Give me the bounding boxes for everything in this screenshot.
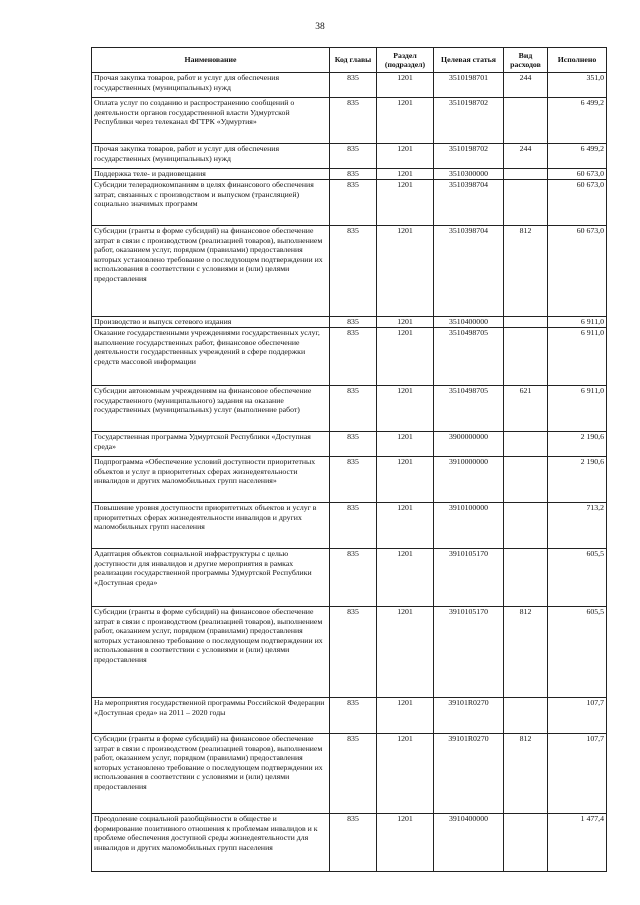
row-name: Преодоление социальной разобщённости в обществе и формирование позитивного отношения к проблемам инвалидов и к проблеме обеспечения доступной среды жизнедеятельности для инвалидов и других маломобильных групп населения — [92, 814, 330, 872]
row-name: Подпрограмма «Обеспечение условий доступности приоритетных объектов и услуг в приоритетных сферах жизнедеятельности инвалидов и других маломобильных групп населения» — [92, 457, 330, 503]
row-chapter: 835 — [330, 169, 377, 180]
row-executed: 605,5 — [548, 607, 607, 698]
row-name: Поддержка теле- и радиовещания — [92, 169, 330, 180]
row-target: 3900000000 — [434, 432, 504, 457]
table-row — [92, 432, 607, 457]
row-chapter: 835 — [330, 73, 377, 98]
row-target: 3910100000 — [434, 503, 504, 549]
row-target: 3510498705 — [434, 386, 504, 432]
table-row — [92, 734, 607, 814]
row-name: Субсидии автономным учреждениям на финансовое обеспечение государственного (муниципального) задания на оказание государственных (муниципальных) услуг (выполнение работ) — [92, 386, 330, 432]
row-chapter: 835 — [330, 503, 377, 549]
table-row — [92, 226, 607, 317]
row-name: Производство и выпуск сетевого издания — [92, 317, 330, 328]
row-target: 3510300000 — [434, 169, 504, 180]
table-header-row — [92, 48, 607, 73]
header-expense: Вид расходов — [504, 48, 548, 73]
row-executed: 6 499,2 — [548, 98, 607, 144]
row-name: Адаптация объектов социальной инфраструктуры с целью доступности для инвалидов и другие мероприятия в рамках реализации государственной программы Удмуртской Республики «Доступная среда» — [92, 549, 330, 607]
row-chapter: 835 — [330, 457, 377, 503]
row-chapter: 835 — [330, 814, 377, 872]
table-row — [92, 317, 607, 328]
row-section: 1201 — [377, 73, 434, 98]
row-section: 1201 — [377, 734, 434, 814]
table-body — [92, 73, 607, 872]
table-row — [92, 386, 607, 432]
row-executed: 351,0 — [548, 73, 607, 98]
row-expense — [504, 549, 548, 607]
row-name: Прочая закупка товаров, работ и услуг для обеспечения государственных (муниципальных) нужд — [92, 144, 330, 169]
row-target: 3510398704 — [434, 226, 504, 317]
row-chapter: 835 — [330, 607, 377, 698]
row-section: 1201 — [377, 432, 434, 457]
page-number: 38 — [315, 22, 325, 32]
row-expense — [504, 814, 548, 872]
row-target: 3510498705 — [434, 328, 504, 386]
row-name: Субсидии (гранты в форме субсидий) на финансовое обеспечение затрат в связи с производством (реализацией товаров), выполнением работ, оказанием услуг, порядком (правилами) предоставления которых установлено требование о последующем подтверждении их использования в соответствии с условиями и (или) целями предоставления — [92, 226, 330, 317]
row-expense: 621 — [504, 386, 548, 432]
header-name: Наименование — [92, 48, 330, 73]
row-executed: 6 911,0 — [548, 317, 607, 328]
table-row — [92, 457, 607, 503]
row-name: Субсидии (гранты в форме субсидий) на финансовое обеспечение затрат в связи с производством (реализацией товаров), выполнением работ, оказанием услуг, порядком (правилами) предоставления которых установлено требование о последующем подтверждении их использования в соответствии с условиями и (или) целями предоставления — [92, 607, 330, 698]
row-expense — [504, 317, 548, 328]
row-chapter: 835 — [330, 386, 377, 432]
table-row — [92, 503, 607, 549]
row-section: 1201 — [377, 144, 434, 169]
row-executed: 107,7 — [548, 698, 607, 734]
row-executed: 60 673,0 — [548, 180, 607, 226]
row-name: Повышение уровня доступности приоритетных объектов и услуг в приоритетных сферах жизнедеятельности инвалидов и других маломобильных групп населения — [92, 503, 330, 549]
row-target: 3510198701 — [434, 73, 504, 98]
row-section: 1201 — [377, 503, 434, 549]
row-chapter: 835 — [330, 328, 377, 386]
row-expense — [504, 503, 548, 549]
row-section: 1201 — [377, 549, 434, 607]
header-executed: Исполнено — [548, 48, 607, 73]
row-chapter: 835 — [330, 317, 377, 328]
row-name: Государственная программа Удмуртской Республики «Доступная среда» — [92, 432, 330, 457]
row-chapter: 835 — [330, 98, 377, 144]
row-target: 3510398704 — [434, 180, 504, 226]
row-executed: 2 190,6 — [548, 457, 607, 503]
row-section: 1201 — [377, 180, 434, 226]
row-executed: 713,2 — [548, 503, 607, 549]
table-row — [92, 98, 607, 144]
table-row — [92, 144, 607, 169]
row-target: 3910000000 — [434, 457, 504, 503]
row-expense — [504, 328, 548, 386]
row-section: 1201 — [377, 169, 434, 180]
table-row — [92, 698, 607, 734]
row-chapter: 835 — [330, 698, 377, 734]
row-section: 1201 — [377, 98, 434, 144]
row-expense — [504, 457, 548, 503]
table-row — [92, 328, 607, 386]
row-name: На мероприятия государственной программы Российской Федерации «Доступная среда» на 2011 – 2020 годы — [92, 698, 330, 734]
row-name: Субсидии (гранты в форме субсидий) на финансовое обеспечение затрат в связи с производством (реализацией товаров), выполнением работ, оказанием услуг, порядком (правилами) предоставления которых установлено требование о последующем подтверждении их использования в соответствии с условиями и (или) целями предоставления — [92, 734, 330, 814]
row-target: 3510198702 — [434, 144, 504, 169]
header-chapter: Код главы — [330, 48, 377, 73]
row-expense — [504, 432, 548, 457]
row-executed: 60 673,0 — [548, 226, 607, 317]
row-expense: 812 — [504, 226, 548, 317]
row-expense: 244 — [504, 144, 548, 169]
row-expense: 244 — [504, 73, 548, 98]
row-section: 1201 — [377, 328, 434, 386]
row-name: Оплата услуг по созданию и распространению сообщений о деятельности органов государственной власти Удмуртской Республики через телеканал ФГТРК «Удмуртия» — [92, 98, 330, 144]
row-chapter: 835 — [330, 549, 377, 607]
table-row — [92, 814, 607, 872]
row-chapter: 835 — [330, 180, 377, 226]
row-target: 39101R0270 — [434, 734, 504, 814]
table-row — [92, 607, 607, 698]
budget-execution-table — [91, 47, 607, 872]
row-expense — [504, 169, 548, 180]
row-executed: 2 190,6 — [548, 432, 607, 457]
header-section: Раздел (подраздел) — [377, 48, 434, 73]
row-executed: 605,5 — [548, 549, 607, 607]
row-section: 1201 — [377, 317, 434, 328]
row-section: 1201 — [377, 226, 434, 317]
row-target: 3510198702 — [434, 98, 504, 144]
row-chapter: 835 — [330, 144, 377, 169]
table-row — [92, 169, 607, 180]
row-section: 1201 — [377, 607, 434, 698]
row-target: 39101R0270 — [434, 698, 504, 734]
row-section: 1201 — [377, 698, 434, 734]
row-name: Оказание государственными учреждениями государственных услуг, выполнение государственных работ, финансовое обеспечение деятельности государственных учреждений в сфере поддержки средств массовой информации — [92, 328, 330, 386]
row-target: 3910105170 — [434, 607, 504, 698]
row-target: 3910400000 — [434, 814, 504, 872]
row-target: 3910105170 — [434, 549, 504, 607]
row-expense — [504, 98, 548, 144]
table-row — [92, 73, 607, 98]
row-target: 3510400000 — [434, 317, 504, 328]
row-expense: 812 — [504, 607, 548, 698]
row-chapter: 835 — [330, 734, 377, 814]
row-section: 1201 — [377, 457, 434, 503]
row-executed: 107,7 — [548, 734, 607, 814]
row-executed: 60 673,0 — [548, 169, 607, 180]
table-row — [92, 549, 607, 607]
row-name: Субсидии телерадиокомпаниям в целях финансового обеспечения затрат, связанных с производством и выпуском (трансляцией) социально значимых программ — [92, 180, 330, 226]
row-name: Прочая закупка товаров, работ и услуг для обеспечения государственных (муниципальных) нужд — [92, 73, 330, 98]
row-expense — [504, 180, 548, 226]
row-executed: 1 477,4 — [548, 814, 607, 872]
row-section: 1201 — [377, 814, 434, 872]
row-chapter: 835 — [330, 226, 377, 317]
row-section: 1201 — [377, 386, 434, 432]
row-expense: 812 — [504, 734, 548, 814]
row-chapter: 835 — [330, 432, 377, 457]
header-target: Целевая статья — [434, 48, 504, 73]
table-row — [92, 180, 607, 226]
row-executed: 6 911,0 — [548, 386, 607, 432]
row-expense — [504, 698, 548, 734]
row-executed: 6 499,2 — [548, 144, 607, 169]
row-executed: 6 911,0 — [548, 328, 607, 386]
